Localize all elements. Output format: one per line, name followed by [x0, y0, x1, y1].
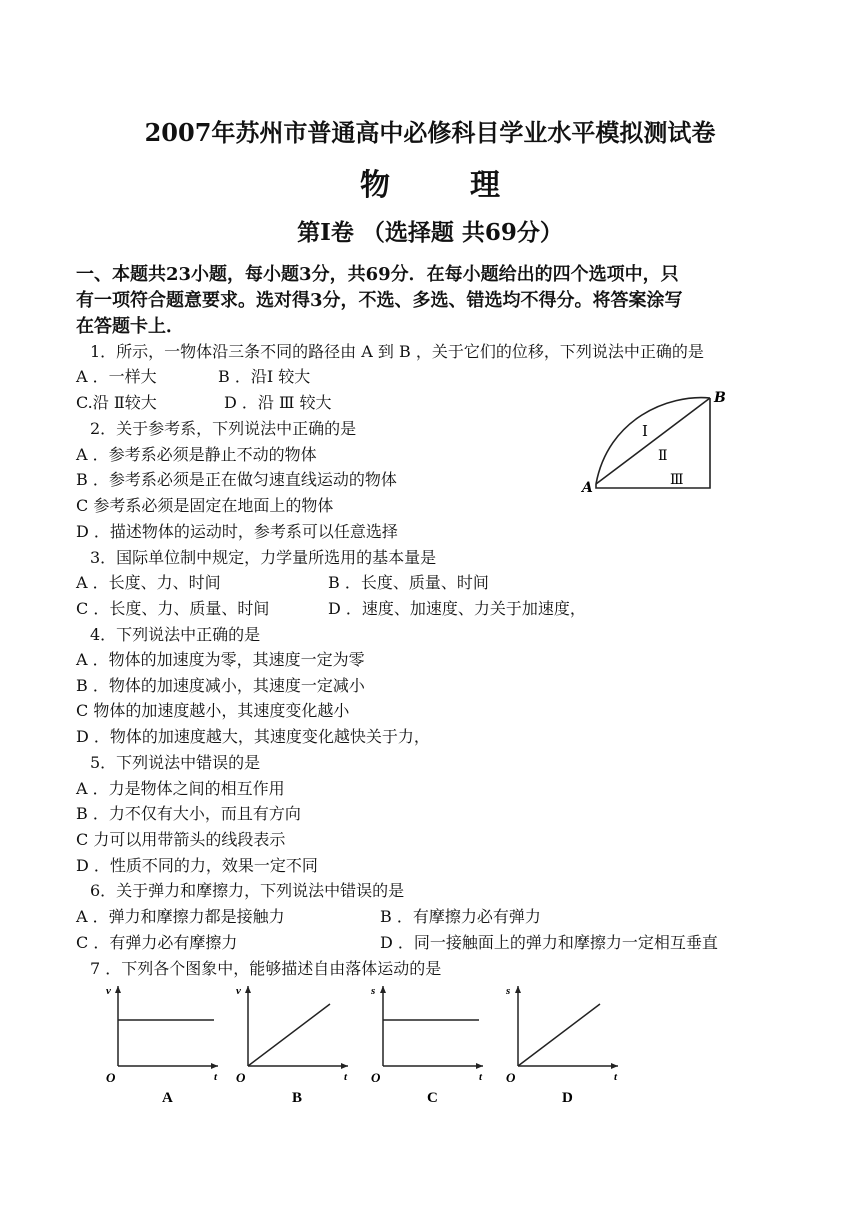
graph-c-caption: C [427, 1090, 438, 1106]
subject-heading [0, 160, 860, 204]
graph-b-x-label: t [344, 1071, 348, 1083]
graph-b-data-line [248, 1004, 330, 1066]
graph-a-caption: A [162, 1090, 173, 1106]
graph-c-x-arrow [476, 1063, 483, 1069]
exam-title: 2007年苏州市普通高中必修科目学业水平模拟测试卷 [144, 118, 716, 147]
path-I-label: Ⅰ [642, 422, 648, 440]
q2-option-d: D ．描述物体的运动时，参考系可以任意选择 [76, 522, 398, 541]
graph-d-x-label: t [614, 1071, 618, 1083]
q1-option-a: A ．一样大 [76, 367, 157, 386]
graph-b-x-arrow [341, 1063, 348, 1069]
graph-b-y-label: v [236, 985, 241, 997]
graph-b-origin-label: O [236, 1070, 246, 1085]
q4-option-a: A ．物体的加速度为零，其速度一定为零 [76, 650, 365, 669]
q5-option-b: B ．力不仅有大小，而且有方向 [76, 804, 301, 823]
q6-option-a: A ．弹力和摩擦力都是接触力 [76, 907, 285, 926]
point-a-label: A [582, 480, 593, 496]
q3-stem: 3．国际单位制中规定，力学量所选用的基本量是 [90, 548, 437, 567]
q1-option-d: D ．沿 Ⅲ 较大 [224, 393, 332, 412]
q3-option-d: D ．速度、加速度、力关于加速度， [328, 599, 586, 618]
q2-stem: 2．关于参考系，下列说法中正确的是 [90, 419, 357, 438]
graph-d-x-arrow [611, 1063, 618, 1069]
q1-option-c: C.沿 Ⅱ较大 [76, 393, 157, 412]
part-heading: 第Ⅰ卷 （选择题 共69分） [297, 219, 563, 246]
graph-d-y-label: s [506, 985, 511, 997]
q6-stem: 6．关于弹力和摩擦力，下列说法中错误的是 [90, 881, 405, 900]
graph-d-y-arrow [515, 986, 521, 993]
instruction-line-1: 一、本题共23小题，每小题3分，共69分．在每小题给出的四个选项中，只 [76, 264, 679, 285]
q1-path-figure [578, 384, 738, 496]
graph-a-x-label: t [214, 1071, 218, 1083]
q1-option-b: B ．沿Ⅰ 较大 [218, 367, 311, 386]
q5-option-a: A ．力是物体之间的相互作用 [76, 779, 285, 798]
graph-d-caption: D [562, 1090, 573, 1106]
q5-option-c: C 力可以用带箭头的线段表示 [76, 830, 286, 849]
instruction-line-3: 在答题卡上． [76, 316, 184, 337]
q4-option-b: B ．物体的加速度减小，其速度一定减小 [76, 676, 365, 695]
graph-a-y-arrow [115, 986, 121, 993]
subject-char-1: 物 [360, 168, 390, 203]
q5-option-d: D ．性质不同的力，效果一定不同 [76, 856, 318, 875]
q6-option-b: B ．有摩擦力必有弹力 [380, 907, 541, 926]
path-III-label: Ⅲ [670, 472, 684, 488]
subject-char-2: 理 [470, 168, 500, 203]
q7-graphs [98, 978, 638, 1108]
graph-c-origin-label: O [371, 1070, 381, 1085]
q3-option-c: C ．长度、力、质量、时间 [76, 599, 270, 618]
graph-b-caption: B [292, 1090, 303, 1106]
q1-stem: 1．所示，一物体沿三条不同的路径由 A 到 B ，关于它们的位移，下列说法中正确的是 [90, 342, 704, 361]
path-II-label: Ⅱ [658, 448, 668, 464]
graph-c-y-arrow [380, 986, 386, 993]
graph-a-x-arrow [211, 1063, 218, 1069]
q6-option-d: D ．同一接触面上的弹力和摩擦力一定相互垂直 [380, 933, 718, 952]
graph-a-y-label: v [106, 985, 111, 997]
point-b-label: B [714, 390, 726, 406]
q2-option-a: A ．参考系必须是静止不动的物体 [76, 445, 317, 464]
q4-stem: 4．下列说法中正确的是 [90, 625, 261, 644]
graph-b-y-arrow [245, 986, 251, 993]
q5-stem: 5．下列说法中错误的是 [90, 753, 261, 772]
q6-option-c: C ．有弹力必有摩擦力 [76, 933, 238, 952]
graph-c-x-label: t [479, 1071, 483, 1083]
graph-a-origin-label: O [106, 1070, 116, 1085]
instruction-line-2: 有一项符合题意要求。选对得3分，不选、多选、错选均不得分。将答案涂写 [76, 290, 683, 311]
q3-option-b: B ．长度、质量、时间 [328, 573, 489, 592]
q4-option-c: C 物体的加速度越小，其速度变化越小 [76, 701, 350, 720]
q7-stem: 7 ．下列各个图象中，能够描述自由落体运动的是 [90, 959, 442, 978]
q2-option-b: B ．参考系必须是正在做匀速直线运动的物体 [76, 470, 397, 489]
graph-d-origin-label: O [506, 1070, 516, 1085]
graph-c-y-label: s [371, 985, 376, 997]
q4-option-d: D ．物体的加速度越大，其速度变化越快关于力， [76, 727, 430, 746]
q3-option-a: A ．长度、力、时间 [76, 573, 221, 592]
graph-d-data-line [518, 1004, 600, 1066]
q2-option-c: C 参考系必须是固定在地面上的物体 [76, 496, 334, 515]
